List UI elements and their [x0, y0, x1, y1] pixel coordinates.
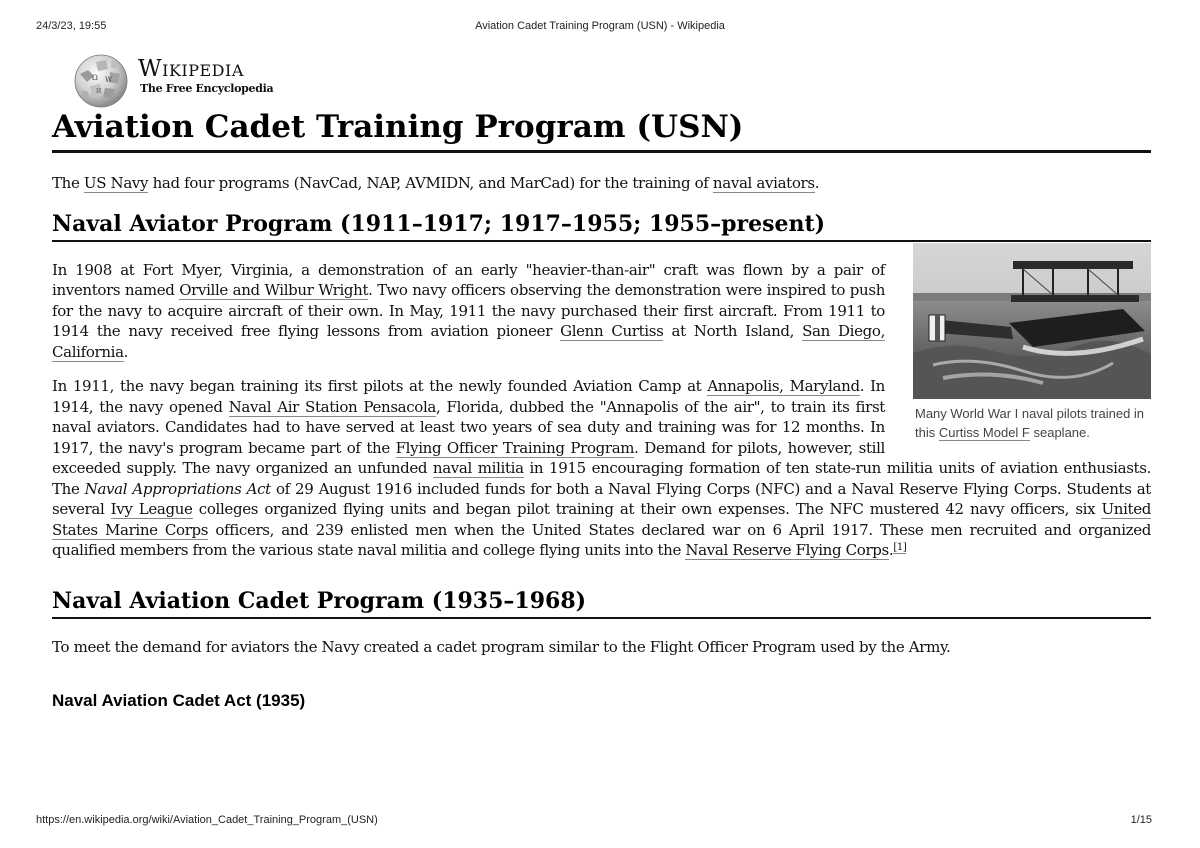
text: at North Island, — [663, 322, 803, 340]
seaplane-photo[interactable] — [913, 243, 1151, 399]
lead-paragraph — [52, 173, 1151, 194]
link-naval-aviators[interactable]: naval aviators — [712, 174, 815, 192]
text: , Florida, dubbed the "Annapolis of the air", to train its first naval aviators. Candidates had to have served at least two years of sea duty and training was for 12 months. In 1917, the navy's program became part of the — [52, 397, 885, 457]
link-glenn-curtiss[interactable]: Glenn Curtiss — [560, 322, 664, 340]
link-san-diego[interactable]: San Diego, California — [52, 322, 885, 361]
section-heading-naval-aviation-cadet-program: Naval Aviation Cadet Program (1935–1968) — [52, 585, 1151, 619]
text: of 29 August 1916 included funds for both a Naval Flying Corps (NFC) and a Naval Reserve Flying Corps. Students at several — [52, 479, 1151, 518]
link-curtiss-model-f[interactable]: Curtiss Model F — [938, 425, 1030, 440]
print-header — [36, 20, 1164, 34]
text: officers, and 239 enlisted men when the United States declared war on 6 April 1917. These men recruited and organized qualified members from the various state naval militia and college flying units into the — [52, 520, 1151, 559]
page-title: Aviation Cadet Training Program (USN) — [52, 105, 1151, 153]
text: . Two navy officers observing the demonstration were inspired to push for the navy to acquire aircraft of their own. In May, 1911 the navy purchased their first aircraft. From 1911 to 1914 the navy received free flying lessons from aviation pioneer — [52, 281, 885, 340]
link-naval-reserve-flying-corps[interactable]: Naval Reserve Flying Corps — [685, 541, 889, 559]
text: . — [123, 342, 129, 361]
print-page-number: 1/15 — [1130, 814, 1152, 826]
link-usmc[interactable]: United States Marine Corps — [52, 500, 1151, 539]
link-flying-officer-training-program[interactable]: Flying Officer Training Program — [395, 438, 635, 457]
figure-caption — [913, 404, 1151, 443]
text: In 1911, the navy began training its first pilots at the newly founded Aviation Camp at — [52, 377, 708, 395]
svg-text:Ω: Ω — [92, 74, 98, 82]
print-datetime: 24/3/23, 19:55 — [36, 20, 107, 32]
text: seaplane. — [1029, 425, 1090, 440]
link-wright-brothers[interactable]: Orville and Wilbur Wright — [179, 281, 369, 299]
svg-text:W: W — [105, 76, 113, 84]
subsection-heading-cadet-act: Naval Aviation Cadet Act (1935) — [52, 691, 306, 710]
wikipedia-logo[interactable] — [72, 52, 312, 110]
text: in 1915 encouraging formation of ten state-run militia units of aviation enthusiasts. The — [52, 459, 1152, 498]
link-us-navy[interactable]: US Navy — [83, 174, 149, 192]
text: The — [52, 174, 84, 192]
wikipedia-tagline: The Free Encyclopedia — [140, 82, 274, 95]
wikipedia-globe-icon — [72, 52, 130, 110]
text: Many World War I naval pilots trained in this — [915, 405, 1145, 440]
svg-text:И: И — [96, 88, 102, 95]
link-naval-militia[interactable]: naval militia — [432, 459, 524, 477]
print-footer — [36, 814, 1164, 828]
text: had four programs (NavCad, NAP, AVMIDN, and MarCad) for the training of — [148, 174, 713, 192]
link-annapolis[interactable]: Annapolis, Maryland — [707, 377, 860, 395]
text: . — [888, 541, 894, 559]
article-content — [52, 105, 1151, 713]
reference-link-1[interactable]: [1] — [893, 542, 907, 553]
paragraph-cadet-program: To meet the demand for aviators the Navy created a cadet program similar to the Flight Officer Program used by the Army. — [52, 637, 951, 656]
figure-curtiss-model-f — [913, 242, 1151, 443]
text: In 1908 at Fort Myer, Virginia, a demonstration of an early "heavier-than-air" craft was flown by a pair of inventors named — [52, 260, 885, 299]
reference-marker — [893, 542, 906, 554]
wikipedia-wordmark: Wikipedia — [138, 56, 244, 82]
text: . — [814, 174, 820, 192]
section-heading-naval-aviator-program: Naval Aviator Program (1911–1917; 1917–1955; 1955–present) — [52, 208, 1151, 242]
print-tab-title: Aviation Cadet Training Program (USN) - Wikipedia — [475, 20, 725, 32]
text: colleges organized flying units and began pilot training at their own expenses. The NFC mustered 42 navy officers, six — [192, 500, 1102, 518]
emphasis-naval-appropriations-act: Naval Appropriations Act — [84, 479, 271, 498]
link-nas-pensacola[interactable]: Naval Air Station Pensacola — [228, 397, 437, 416]
text: . In 1914, the navy opened — [52, 377, 885, 416]
text: . Demand for pilots, however, still exceeded supply. The navy organized an unfunded — [52, 438, 885, 477]
print-url: https://en.wikipedia.org/wiki/Aviation_Cadet_Training_Program_(USN) — [36, 814, 378, 826]
link-ivy-league[interactable]: Ivy League — [110, 500, 193, 518]
